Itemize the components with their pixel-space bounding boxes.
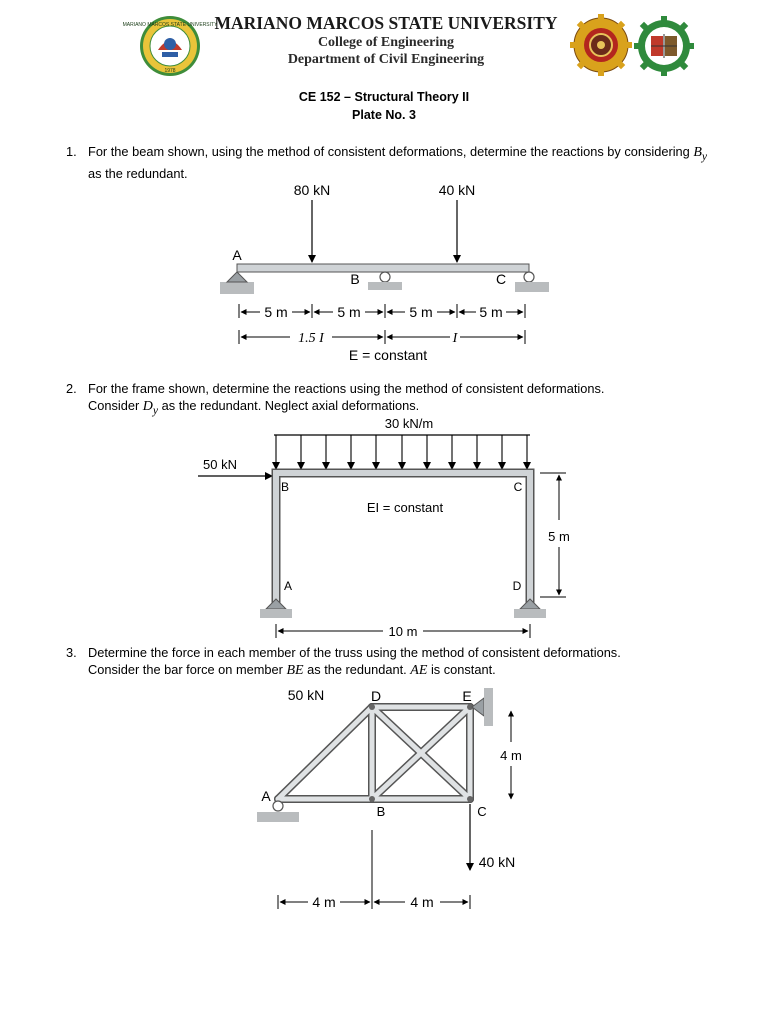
support-d-pin bbox=[520, 599, 540, 609]
support-a-ground bbox=[260, 609, 292, 618]
frame-note: EI = constant bbox=[366, 500, 444, 515]
truss-load-top: 50 kN bbox=[287, 687, 325, 703]
civil-engineering-logo bbox=[634, 16, 694, 76]
frame-member bbox=[276, 473, 530, 603]
inertia-left: 1.5 I bbox=[298, 331, 324, 346]
problem-1-statement bbox=[66, 143, 716, 182]
problem-text-end: is constant. bbox=[427, 662, 496, 677]
distributed-load-arrows bbox=[276, 435, 527, 469]
span-2: 5 m bbox=[337, 304, 361, 320]
problem-text-end: as the redundant. Neglect axial deformations. bbox=[158, 398, 420, 413]
label-a: A bbox=[232, 247, 242, 263]
support-c-ground bbox=[515, 282, 549, 292]
label-b: B bbox=[350, 271, 360, 287]
support-a-pin bbox=[227, 272, 247, 282]
support-a-ground bbox=[257, 812, 299, 822]
label-e: E bbox=[462, 688, 472, 704]
support-a-roller bbox=[273, 801, 283, 811]
label-a: A bbox=[261, 788, 271, 804]
problem-number: 3. bbox=[66, 645, 77, 660]
beam-member bbox=[237, 264, 529, 272]
problem-number: 1. bbox=[66, 144, 77, 159]
college-name: College of Engineering bbox=[317, 35, 455, 50]
truss-span-1: 4 m bbox=[312, 894, 336, 910]
inertia-right: I bbox=[452, 331, 458, 346]
college-engineering-logo bbox=[570, 14, 632, 76]
problem-text-line1: For the frame shown, determine the reactions using the method of consistent deformations. bbox=[88, 381, 605, 396]
label-b: B bbox=[280, 480, 290, 494]
problem-number: 2. bbox=[66, 381, 77, 396]
redundant-symbol: $D_y$ bbox=[142, 399, 159, 417]
truss-load-bottom: 40 kN bbox=[478, 854, 516, 870]
problem-text-middle: as the redundant. bbox=[303, 662, 411, 677]
beam-note: E = constant bbox=[348, 347, 428, 363]
beam-load-80: 80 kN bbox=[293, 182, 331, 198]
truss-span-2: 4 m bbox=[410, 894, 434, 910]
support-b-roller bbox=[380, 272, 390, 282]
beam-diagram bbox=[210, 178, 560, 368]
span-4: 5 m bbox=[479, 304, 503, 320]
label-d: D bbox=[370, 688, 382, 704]
problem-text: Consider bbox=[88, 398, 143, 413]
truss-diagram bbox=[240, 680, 540, 920]
university-name: MARIANO MARCOS STATE UNIVERSITY bbox=[214, 13, 558, 33]
problem-text-end: as the redundant. bbox=[88, 165, 188, 181]
course-title: CE 152 – Structural Theory II bbox=[298, 90, 470, 104]
support-a-ground bbox=[220, 282, 254, 294]
constant-term: AE bbox=[410, 663, 428, 678]
frame-height: 5 m bbox=[548, 529, 570, 544]
horizontal-load-label: 50 kN bbox=[203, 457, 237, 472]
label-c: C bbox=[477, 804, 487, 819]
label-c: C bbox=[495, 271, 507, 287]
beam-load-40: 40 kN bbox=[438, 182, 476, 198]
span-1: 5 m bbox=[264, 304, 288, 320]
label-c: C bbox=[513, 480, 523, 494]
support-e-wall bbox=[484, 688, 493, 726]
support-a-pin bbox=[266, 599, 286, 609]
problem-text: Consider the bar force on member bbox=[88, 662, 287, 677]
label-d: D bbox=[512, 579, 522, 593]
frame-width: 10 m bbox=[388, 624, 418, 639]
support-d-ground bbox=[514, 609, 546, 618]
label-a: A bbox=[283, 579, 293, 593]
redundant-symbol: $B_y$ bbox=[693, 145, 708, 163]
truss-height: 4 m bbox=[500, 748, 522, 763]
department-name: Department of Civil Engineering bbox=[287, 52, 485, 67]
distributed-load-label: 30 kN/m bbox=[384, 416, 434, 431]
support-c-roller bbox=[524, 272, 534, 282]
problem-3-statement bbox=[66, 644, 716, 679]
plate-number: Plate No. 3 bbox=[352, 108, 416, 122]
seal-year: 1978 bbox=[164, 68, 176, 74]
span-3: 5 m bbox=[409, 304, 433, 320]
university-seal-logo bbox=[122, 14, 218, 78]
frame-diagram bbox=[195, 415, 585, 645]
seal-text: MARIANO MARCOS STATE UNIVERSITY bbox=[122, 22, 218, 28]
label-b: B bbox=[376, 804, 386, 819]
problem-text: For the beam shown, using the method of consistent deformations, determine the reactions by considering bbox=[88, 144, 694, 159]
problem-2-statement bbox=[66, 380, 716, 419]
problem-text-line1: Determine the force in each member of the truss using the method of consistent deformations. bbox=[88, 645, 621, 660]
support-b-ground bbox=[368, 282, 402, 290]
redundant-member: BE bbox=[286, 663, 304, 678]
